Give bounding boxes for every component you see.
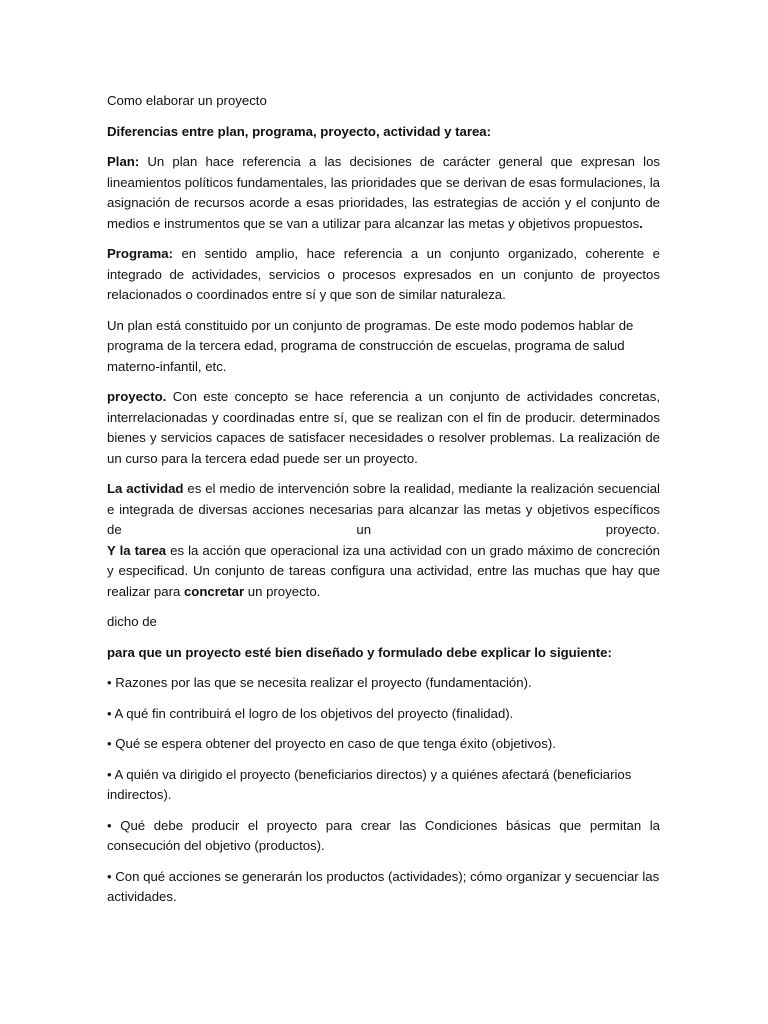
term-concretar: concretar bbox=[183, 583, 245, 599]
bullet-item: • A quién va dirigido el proyecto (beneficiarios directos) y a quiénes afectará (beneficiarios indirectos). bbox=[107, 766, 632, 802]
paragraph-plan bbox=[107, 152, 660, 234]
paragraph-tarea bbox=[107, 541, 660, 603]
paragraph-lead bbox=[107, 643, 660, 664]
paragraph-tarea-text-b: un proyecto. bbox=[244, 583, 321, 599]
section-subtitle-text: Diferencias entre plan, programa, proyecto, actividad y tarea: bbox=[107, 123, 492, 139]
paragraph-actividad bbox=[107, 479, 660, 541]
term-actividad: La actividad bbox=[107, 481, 184, 496]
bullet-item: • A qué fin contribuirá el logro de los objetivos del proyecto (finalidad). bbox=[107, 705, 514, 721]
paragraph-programa-text: en sentido amplio, hace referencia a un conjunto organizado, coherente e integrado de actividades, servicios o procesos expresados en un conjunto de proyectos relacionados o coordinados entre sí y que son de similar naturaleza. bbox=[107, 246, 660, 302]
term-tarea: Y la tarea bbox=[107, 542, 167, 558]
paragraph-dicho: dicho de bbox=[107, 614, 157, 629]
paragraph-lead-text: para que un proyecto esté bien diseñado y formulado debe explicar lo siguiente: bbox=[107, 644, 612, 660]
paragraph-plan-text: Un plan hace referencia a las decisiones de carácter general que expresan los lineamientos políticos fundamentales, las prioridades que se derivan de esas formulaciones, la asignación de recursos acorde a esas prioridades, las estrategias de acción y el conjunto de medios e instrumentos que se van a utilizar para alcanzar las metas y objetivos propuestos bbox=[107, 154, 660, 231]
bullet-item: • Con qué acciones se generarán los productos (actividades); cómo organizar y secuenciar las actividades. bbox=[107, 868, 660, 904]
paragraph-plan-constituido: Un plan está constituido por un conjunto de programas. De este modo podemos hablar de programa de la tercera edad, programa de construcción de escuelas, programa de salud materno-infantil, etc. bbox=[107, 317, 634, 374]
bullet-item: • Razones por las que se necesita realizar el proyecto (fundamentación). bbox=[107, 675, 532, 690]
paragraph-plan-end: . bbox=[639, 215, 643, 231]
bullet-item: • Qué se espera obtener del proyecto en caso de que tenga éxito (objetivos). bbox=[107, 736, 556, 751]
term-proyecto: proyecto. bbox=[107, 389, 167, 404]
paragraph-proyecto bbox=[107, 387, 660, 469]
term-plan: Plan: bbox=[107, 154, 140, 169]
paragraph-actividad-text: es el medio de intervención sobre la realidad, mediante la realización secuencial e integrada de diversas acciones necesarias para alcanzar las metas y objetivos específicos de un proyecto. bbox=[107, 481, 660, 537]
section-subtitle bbox=[107, 122, 660, 143]
paragraph-proyecto-text: Con este concepto se hace referencia a un conjunto de actividades concretas, interrelacionadas y coordinadas entre sí, que se realizan con el fin de producir. determinados bienes y servicios capaces de satisfacer necesidades o resolver problemas. La realización de un curso para la tercera edad puede ser un proyecto. bbox=[107, 389, 660, 466]
paragraph-programa bbox=[107, 244, 660, 306]
document-body bbox=[107, 91, 660, 918]
bullet-item: • Qué debe producir el proyecto para crear las Condiciones básicas que permitan la consecución del objetivo (productos). bbox=[107, 817, 660, 853]
term-programa: Programa: bbox=[107, 246, 173, 261]
paragraph-tarea-text-a: es la acción que operacional iza una actividad con un grado máximo de concreción y especificad. Un conjunto de tareas configura una actividad, entre las muchas que hay que realizar para bbox=[107, 542, 661, 599]
document-title: Como elaborar un proyecto bbox=[107, 93, 267, 108]
